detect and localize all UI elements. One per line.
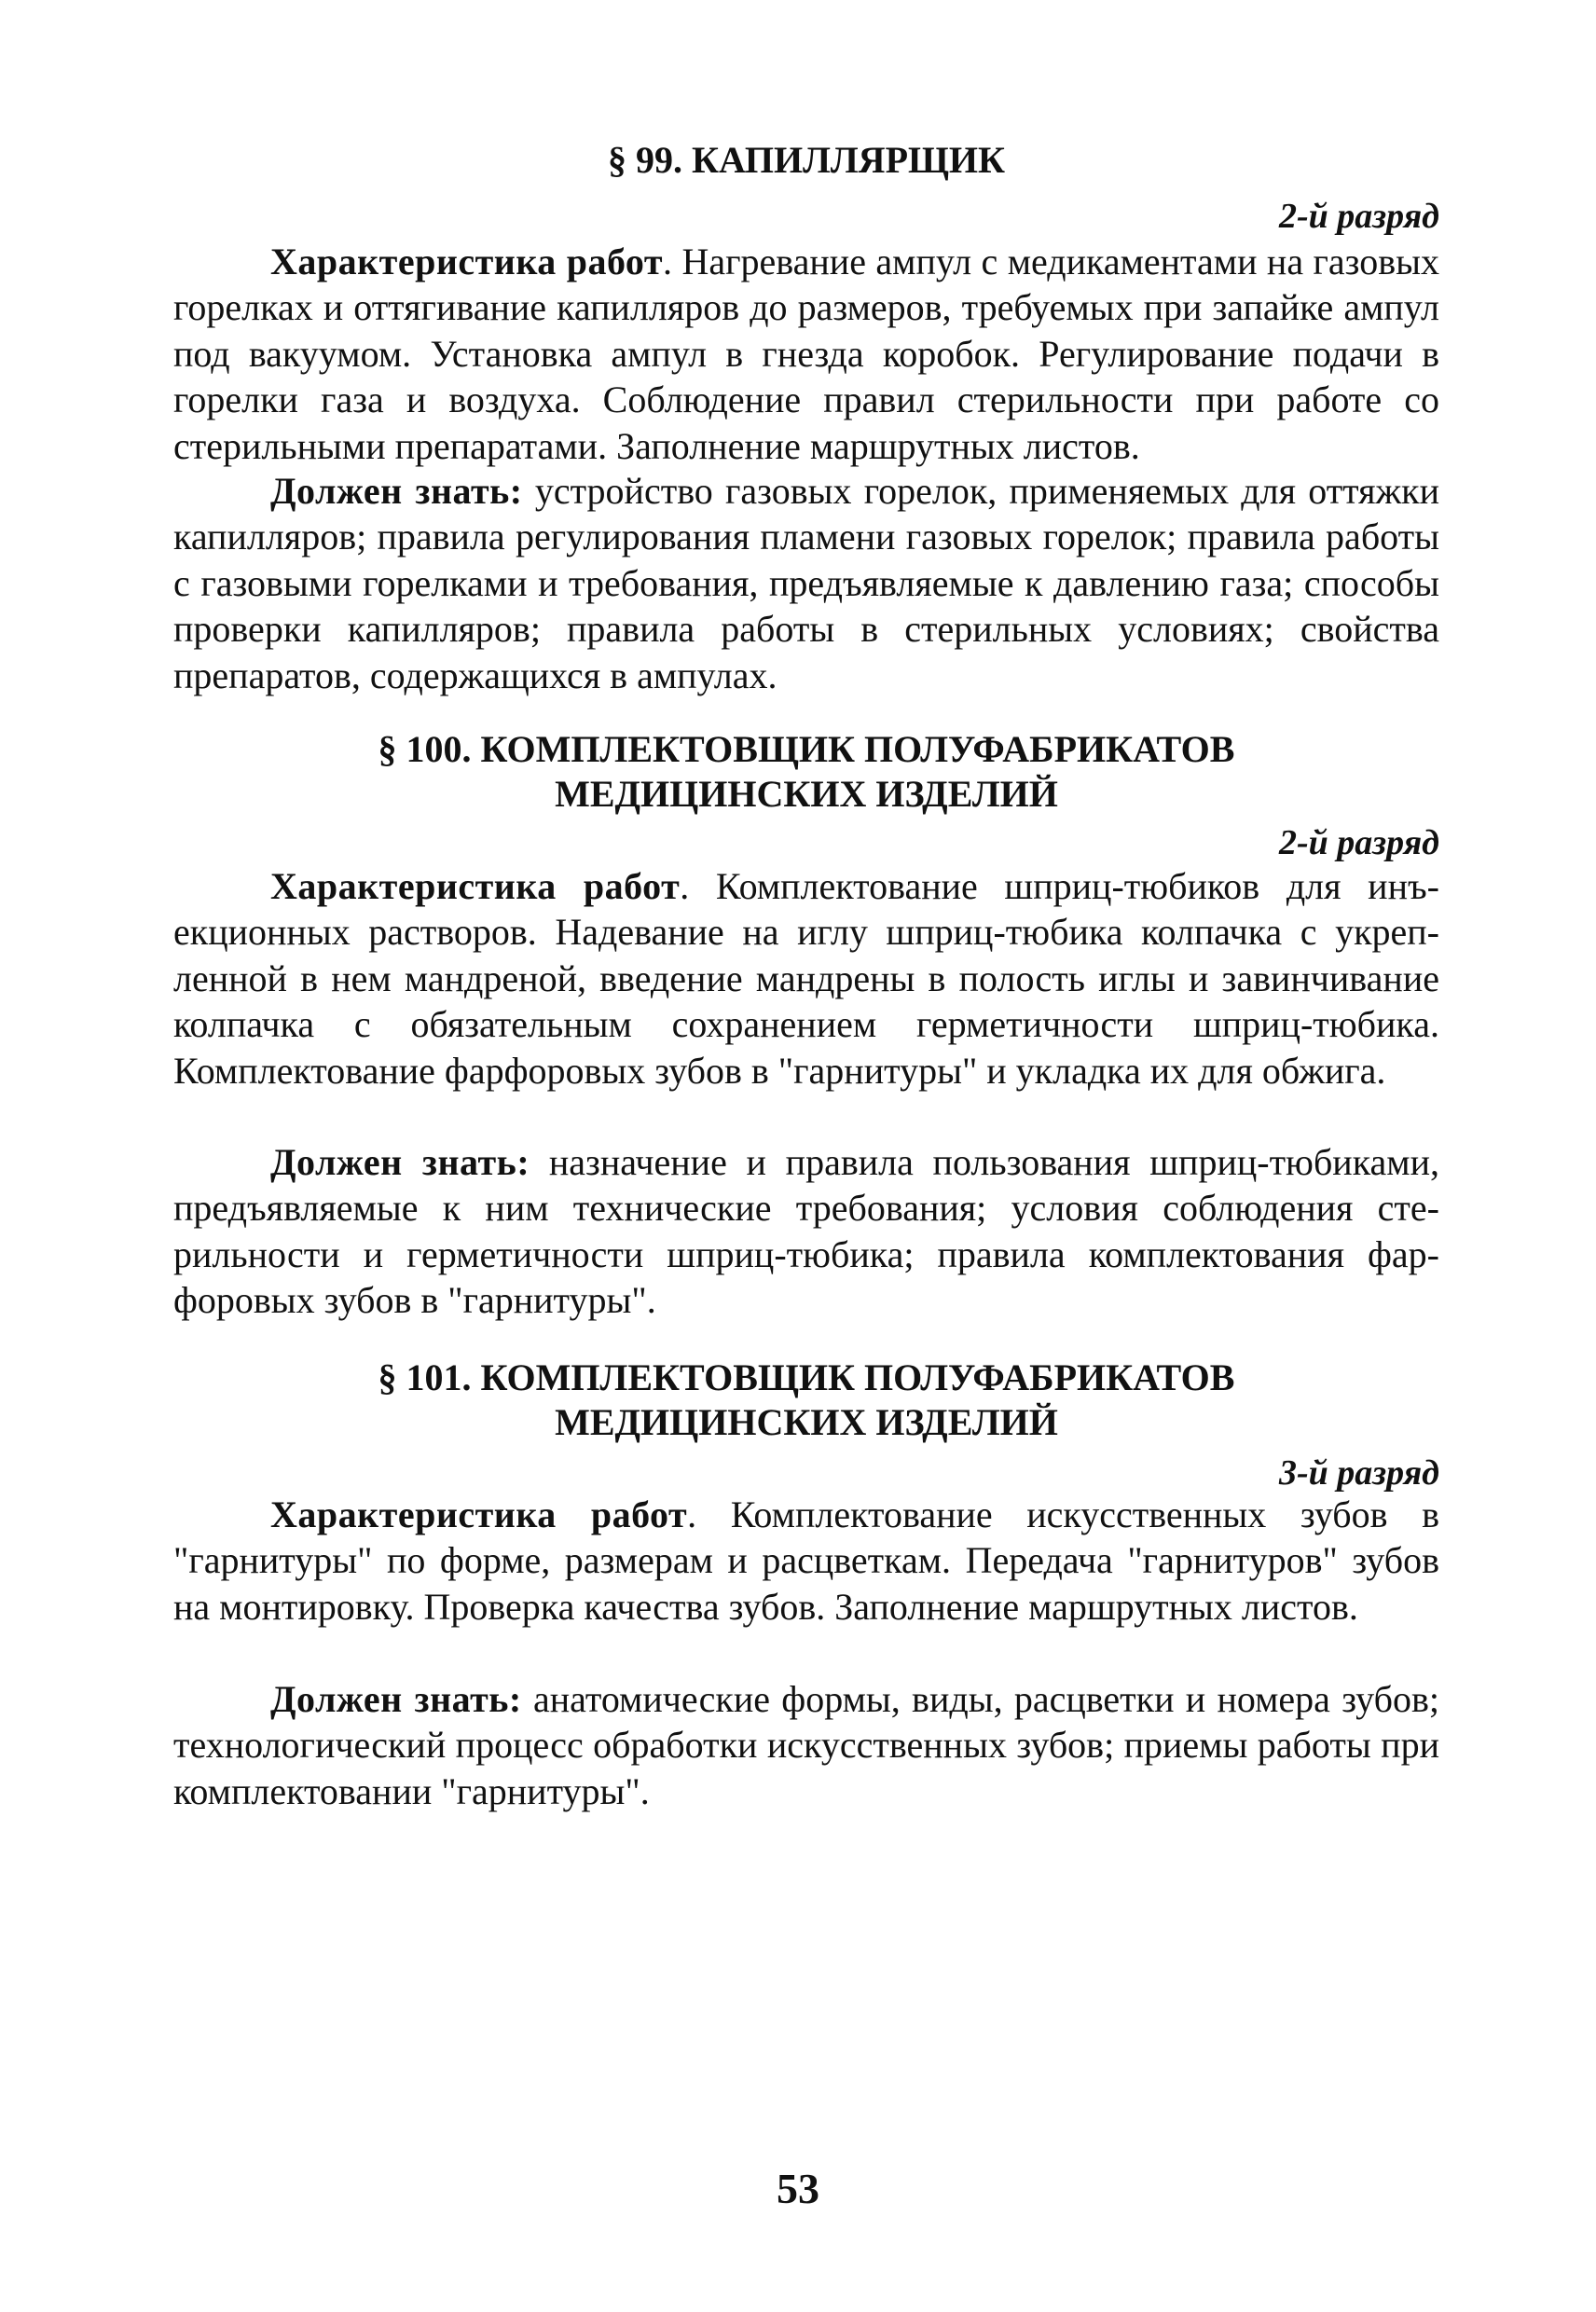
characteristic-label: Характеристика работ bbox=[270, 241, 664, 282]
section-99-knowledge bbox=[173, 468, 1439, 698]
knowledge-label: Должен знать: bbox=[270, 1141, 530, 1183]
section-101-title-line2: МЕДИЦИНСКИХ ИЗДЕЛИЙ bbox=[555, 1401, 1058, 1443]
knowledge-label: Должен знать: bbox=[270, 470, 523, 512]
section-101-title-line1: § 101. КОМПЛЕКТОВЩИК ПОЛУФАБРИКАТОВ bbox=[378, 1356, 1235, 1398]
section-100-title-line1: § 100. КОМПЛЕКТОВЩИК ПОЛУФАБРИКАТОВ bbox=[378, 728, 1235, 770]
section-99-grade: 2-й разряд bbox=[1278, 197, 1439, 236]
characteristic-label: Характеристика работ bbox=[270, 865, 681, 907]
knowledge-text: анатомические формы, виды, расцветки и номера зубов; технологический процесс обработки искусственных зубов; приемы работы при комплектовании "гарнитуры". bbox=[173, 1678, 1439, 1812]
section-101-knowledge bbox=[173, 1676, 1439, 1814]
section-99-title: § 99. КАПИЛЛЯРЩИК bbox=[607, 139, 1006, 181]
knowledge-label: Должен знать: bbox=[270, 1678, 522, 1720]
characteristic-label: Характеристика работ bbox=[270, 1493, 688, 1535]
section-100-characteristic bbox=[173, 863, 1439, 1094]
section-101-grade: 3-й разряд bbox=[1278, 1453, 1439, 1493]
characteristic-text: . Нагревание ампул с медикаментами на газовых горелках и оттягивание капилляров до размеров, требуемых при запайке ампул под вакуумом. Установка ампул в гнезда коробок. Регулирование подачи в горелки газа и воздуха. Соблюдение правил стерильности при работе со стерильными препаратами. Заполнение маршрутных листов. bbox=[173, 241, 1439, 467]
section-100-title-line2: МЕДИЦИНСКИХ ИЗДЕЛИЙ bbox=[555, 773, 1058, 815]
characteristic-text: . Комплектование искусственных зубов в "гарнитуры" по форме, размерам и расцветкам. Передача "гарнитуров" зубов на монтировку. Проверка качества зубов. Заполнение маршрутных листов. bbox=[173, 1493, 1439, 1628]
section-99-characteristic bbox=[173, 239, 1439, 469]
section-100-knowledge bbox=[173, 1139, 1439, 1324]
knowledge-text: устройство газовых горелок, применяемых для оттяжки капилляров; правила регулирования пламени газовых горелок; правила работы с газовыми горелками и требования, предъявляемые к давлению газа; способы проверки капилляров; правила работы в стерильных условиях; свойства препаратов, содержащихся в ампулах. bbox=[173, 470, 1439, 696]
section-100-grade: 2-й разряд bbox=[1278, 823, 1439, 862]
page-number: 53 bbox=[777, 2165, 819, 2212]
characteristic-text: . Комплектование шприц-тюбиков для инъекционных растворов. Надевание на иглу шприц-тюбика колпачка с укрепленной в нем мандреной, введение мандрены в полость иглы и завинчивание колпачка с обязательным сохранением герметичности шприц-тюбика. Комплектование фарфоровых зубов в "гарнитуры" и укладка их для обжига. bbox=[173, 865, 1439, 1092]
knowledge-text: назначение и правила пользования шприц-тюбиками, предъявляемые к ним технические требования; условия соблюдения стерильности и герметичности шприц-тюбика; правила комплектования фарфоровых зубов в "гарнитуры". bbox=[173, 1141, 1439, 1322]
section-101-characteristic bbox=[173, 1492, 1439, 1630]
